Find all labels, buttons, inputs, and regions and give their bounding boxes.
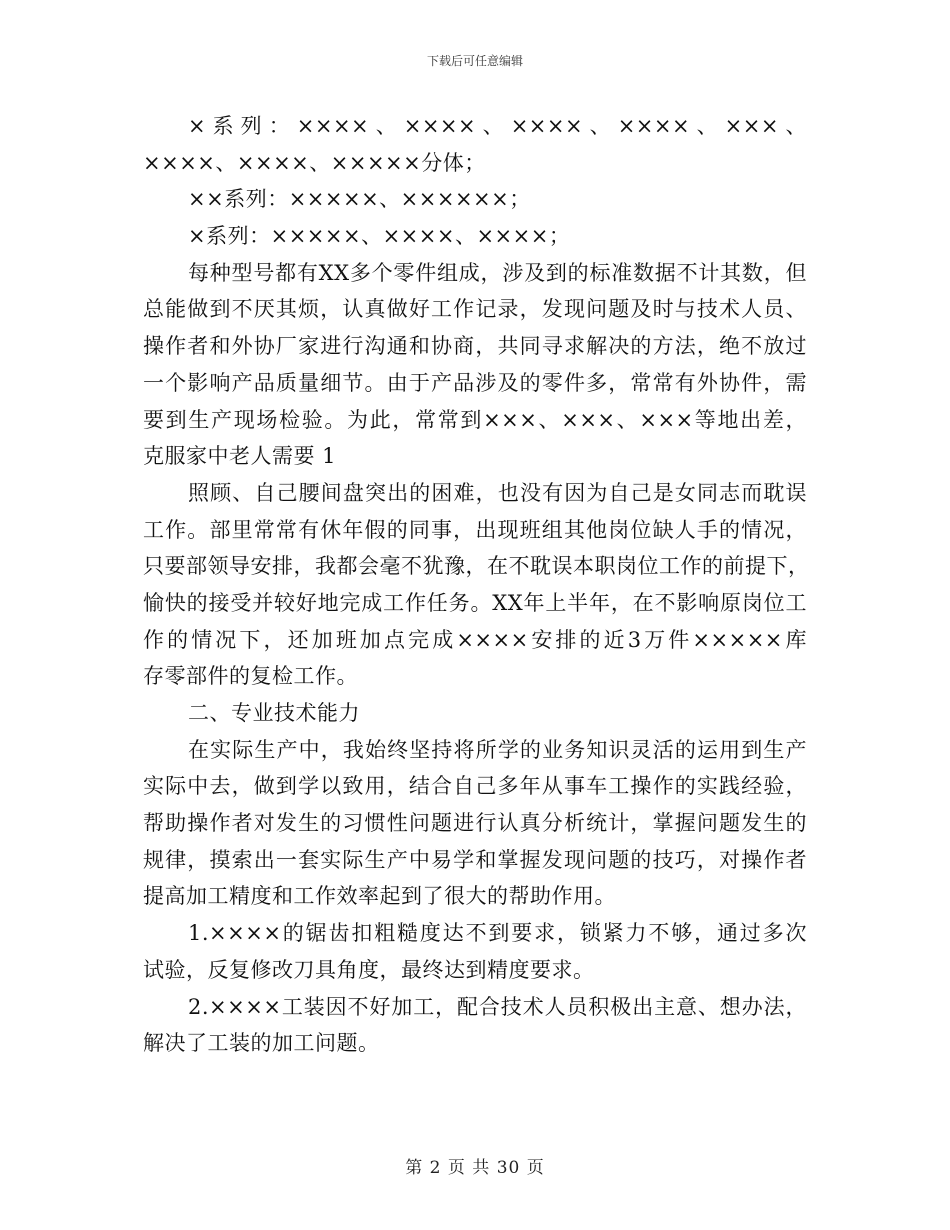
page-header: 下载后可任意编辑 xyxy=(426,54,523,68)
text-line: 愉快的接受并较好地完成工作任务。XX年上半年，在不影响原岗位工 xyxy=(143,590,807,615)
text-line: ×系列：×××××、××××、××××； xyxy=(188,224,571,249)
text-line: 1.××××的锯齿扣粗糙度达不到要求，锁紧力不够，通过多次 xyxy=(188,921,807,946)
text-line: 只要部领导安排，我都会毫不犹豫，在不耽误本职岗位工作的前提下， xyxy=(143,554,810,579)
text-line: 存零部件的复检工作。 xyxy=(143,664,358,689)
text-line: 每种型号都有XX多个零件组成，涉及到的标准数据不计其数，但 xyxy=(188,260,807,285)
paragraph xyxy=(143,181,807,218)
list-item xyxy=(143,989,807,1062)
text-line: 帮助操作者对发生的习惯性问题进行认真分析统计，掌握问题发生的 xyxy=(143,811,807,836)
text-line: 作的情况下，还加班加点完成××××安排的近3万件×××××库 xyxy=(143,627,807,652)
document-body xyxy=(143,108,810,1062)
page-number: 第 2 页 共 30 页 xyxy=(405,1158,545,1178)
text-line: ××系列：×××××、××××××； xyxy=(188,187,531,212)
text-line: 试验，反复修改刀具角度，最终达到精度要求。 xyxy=(143,957,595,982)
text-line: ××××、××××、×××××分体； xyxy=(143,150,486,175)
text-line: 照顾、自己腰间盘突出的困难，也没有因为自己是女同志而耽误 xyxy=(188,480,807,505)
text-line: 实际中去，做到学以致用，结合自己多年从事车工操作的实践经验， xyxy=(143,774,807,799)
list-item xyxy=(143,915,807,988)
text-line: 克服家中老人需要 1 xyxy=(143,444,337,469)
text-line: 解决了工装的加工问题。 xyxy=(143,1031,380,1056)
paragraph xyxy=(143,218,807,255)
text-line: 提高加工精度和工作效率起到了很大的帮助作用。 xyxy=(143,884,616,909)
text-line: 2.××××工装因不好加工，配合技术人员积极出主意、想办法， xyxy=(188,994,807,1019)
text-line: 要到生产现场检验。为此，常常到×××、×××、×××等地出差， xyxy=(143,407,807,432)
text-line: 在实际生产中，我始终坚持将所学的业务知识灵活的运用到生产 xyxy=(188,737,807,762)
text-line: 总能做到不厌其烦，认真做好工作记录，发现问题及时与技术人员、 xyxy=(143,297,807,322)
text-line: ×系列：××××、××××、××××、××××、×××、 xyxy=(188,114,807,138)
section-heading xyxy=(143,695,807,732)
text-line: 规律，摸索出一套实际生产中易学和掌握发现问题的技巧，对操作者 xyxy=(143,847,807,872)
paragraph xyxy=(143,108,807,181)
paragraph xyxy=(143,732,807,915)
text-line: 二、专业技术能力 xyxy=(188,701,360,725)
paragraph xyxy=(143,475,810,695)
paragraph xyxy=(143,255,807,475)
text-line: 一个影响产品质量细节。由于产品涉及的零件多，常常有外协件，需 xyxy=(143,370,807,395)
text-line: 工作。部里常常有休年假的同事，出现班组其他岗位缺人手的情况， xyxy=(143,517,807,542)
text-line: 操作者和外协厂家进行沟通和协商，共同寻求解决的方法，绝不放过 xyxy=(143,334,807,359)
